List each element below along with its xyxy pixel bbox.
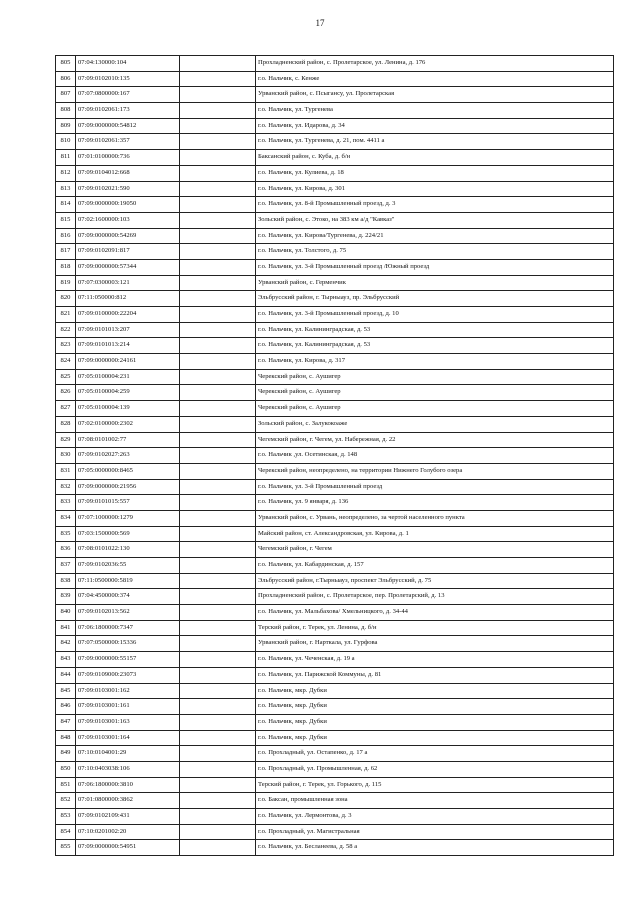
cadastral-number-cell: 07:05:0100004:259 — [76, 385, 180, 401]
cadastral-number-cell: 07:09:0000000:54269 — [76, 228, 180, 244]
row-number-cell: 841 — [56, 620, 76, 636]
cadastral-number-cell: 07:01:0100000:736 — [76, 150, 180, 166]
table-row — [56, 840, 614, 856]
row-number-cell: 805 — [56, 56, 76, 72]
address-cell: г.о. Нальчик, ул. Тургенева — [256, 103, 614, 119]
address-cell: Прохладненский район, с. Пролетарское, пер. Пролетарский, д. 13 — [256, 589, 614, 605]
cadastral-number-cell: 07:09:0101015:557 — [76, 495, 180, 511]
registry-table — [55, 55, 614, 856]
blank-cell — [180, 510, 256, 526]
table-row — [56, 667, 614, 683]
row-number-cell: 831 — [56, 463, 76, 479]
blank-cell — [180, 495, 256, 511]
cadastral-number-cell: 07:07:0500000:15336 — [76, 636, 180, 652]
address-cell: Майский район, ст. Александровская, ул. Кирова, д. 1 — [256, 526, 614, 542]
row-number-cell: 845 — [56, 683, 76, 699]
blank-cell — [180, 322, 256, 338]
cadastral-number-cell: 07:04:130000:104 — [76, 56, 180, 72]
table-row — [56, 558, 614, 574]
address-cell: Чегемский район, г. Чегем, ул. Набережная, д. 22 — [256, 432, 614, 448]
cadastral-number-cell: 07:09:0103001:161 — [76, 699, 180, 715]
blank-cell — [180, 354, 256, 370]
cadastral-number-cell: 07:09:0000000:57344 — [76, 259, 180, 275]
cadastral-number-cell: 07:09:0102027:263 — [76, 448, 180, 464]
blank-cell — [180, 714, 256, 730]
address-cell: г.о. Нальчик, ул. 3-й Промышленный проезд, д. 10 — [256, 307, 614, 323]
address-cell: Баксанский район, с. Куба, д. б/н — [256, 150, 614, 166]
table-row — [56, 369, 614, 385]
blank-cell — [180, 197, 256, 213]
blank-cell — [180, 385, 256, 401]
address-cell: Эльбрусский район, г.Тырныауз, проспект Эльбрусский, д. 75 — [256, 573, 614, 589]
address-cell: г.о. Нальчик, ул. Кирова/Тургенева, д. 224/21 — [256, 228, 614, 244]
cadastral-number-cell: 07:06:1800000:7347 — [76, 620, 180, 636]
blank-cell — [180, 652, 256, 668]
blank-cell — [180, 824, 256, 840]
row-number-cell: 832 — [56, 479, 76, 495]
row-number-cell: 830 — [56, 448, 76, 464]
cadastral-number-cell: 07:10:0104001:29 — [76, 746, 180, 762]
table-row — [56, 197, 614, 213]
table-row — [56, 714, 614, 730]
blank-cell — [180, 636, 256, 652]
address-cell: Черекский район, с. Аушигер — [256, 369, 614, 385]
blank-cell — [180, 150, 256, 166]
address-cell: Чегемский район, г. Чегем — [256, 542, 614, 558]
address-cell: г.о. Нальчик, ул. Кабардинская, д. 157 — [256, 558, 614, 574]
cadastral-number-cell: 07:09:0102036:55 — [76, 558, 180, 574]
table-row — [56, 463, 614, 479]
address-cell: г.о. Нальчик, ул. Кулиева, д. 18 — [256, 165, 614, 181]
row-number-cell: 810 — [56, 134, 76, 150]
table-row — [56, 526, 614, 542]
row-number-cell: 836 — [56, 542, 76, 558]
address-cell: Прохладненский район, с. Пролетарское, ул. Ленина, д. 176 — [256, 56, 614, 72]
row-number-cell: 842 — [56, 636, 76, 652]
cadastral-number-cell: 07:09:0109000:23073 — [76, 667, 180, 683]
address-cell: Терский район, г. Терек, ул. Горького, д. 115 — [256, 777, 614, 793]
cadastral-number-cell: 07:09:0103001:164 — [76, 730, 180, 746]
cadastral-number-cell: 07:11:0500000:5819 — [76, 573, 180, 589]
blank-cell — [180, 181, 256, 197]
table-row — [56, 307, 614, 323]
table-row — [56, 542, 614, 558]
blank-cell — [180, 87, 256, 103]
address-cell: г.о. Прохладный, ул. Магистральная — [256, 824, 614, 840]
blank-cell — [180, 683, 256, 699]
blank-cell — [180, 103, 256, 119]
cadastral-number-cell: 07:09:0100000:22204 — [76, 307, 180, 323]
address-cell: Урванский район, г. Нарткала, ул. Гурфова — [256, 636, 614, 652]
cadastral-number-cell: 07:09:0000000:54951 — [76, 840, 180, 856]
cadastral-number-cell: 07:02:1600000:103 — [76, 212, 180, 228]
address-cell: г.о. Нальчик, ул. Кирова, д. 301 — [256, 181, 614, 197]
row-number-cell: 853 — [56, 809, 76, 825]
address-cell: г.о. Нальчик, ул. Толстого, д. 75 — [256, 244, 614, 260]
blank-cell — [180, 558, 256, 574]
blank-cell — [180, 699, 256, 715]
blank-cell — [180, 212, 256, 228]
table-row — [56, 165, 614, 181]
address-cell: г.о. Нальчик, мкр. Дубки — [256, 714, 614, 730]
table-row — [56, 401, 614, 417]
address-cell: Урванский район, с. Урвань, неопределено, за чертой населенного пункта — [256, 510, 614, 526]
blank-cell — [180, 118, 256, 134]
address-cell: г.о. Нальчик, ул. 8-й Промышленный проезд, д. 3 — [256, 197, 614, 213]
cadastral-number-cell: 07:11:050000:812 — [76, 291, 180, 307]
address-cell: Эльбрусский район, г. Тырныауз, пр. Эльбрусский — [256, 291, 614, 307]
blank-cell — [180, 605, 256, 621]
blank-cell — [180, 463, 256, 479]
blank-cell — [180, 432, 256, 448]
cadastral-number-cell: 07:08:0101022:130 — [76, 542, 180, 558]
cadastral-number-cell: 07:09:0102021:590 — [76, 181, 180, 197]
cadastral-number-cell: 07:10:0201002:20 — [76, 824, 180, 840]
cadastral-number-cell: 07:09:0000000:55157 — [76, 652, 180, 668]
blank-cell — [180, 793, 256, 809]
table-row — [56, 212, 614, 228]
table-row — [56, 338, 614, 354]
table-row — [56, 228, 614, 244]
table-row — [56, 291, 614, 307]
table-row — [56, 134, 614, 150]
cadastral-number-cell: 07:10:0403038:106 — [76, 761, 180, 777]
blank-cell — [180, 746, 256, 762]
table-row — [56, 793, 614, 809]
cadastral-number-cell: 07:09:0000000:21956 — [76, 479, 180, 495]
table-row — [56, 589, 614, 605]
blank-cell — [180, 667, 256, 683]
address-cell: г.о. Нальчик, ул. Чеченская, д. 19 а — [256, 652, 614, 668]
blank-cell — [180, 56, 256, 72]
table-row — [56, 56, 614, 72]
row-number-cell: 824 — [56, 354, 76, 370]
table-row — [56, 683, 614, 699]
row-number-cell: 843 — [56, 652, 76, 668]
blank-cell — [180, 228, 256, 244]
row-number-cell: 819 — [56, 275, 76, 291]
blank-cell — [180, 840, 256, 856]
blank-cell — [180, 369, 256, 385]
row-number-cell: 816 — [56, 228, 76, 244]
blank-cell — [180, 71, 256, 87]
row-number-cell: 812 — [56, 165, 76, 181]
row-number-cell: 807 — [56, 87, 76, 103]
registry-table-body — [56, 56, 614, 856]
address-cell: г.о. Нальчик, ул. 3-й Промышленный проезд /Южный проезд — [256, 259, 614, 275]
table-row — [56, 510, 614, 526]
cadastral-number-cell: 07:09:0102013:562 — [76, 605, 180, 621]
blank-cell — [180, 291, 256, 307]
address-cell: г.о. Нальчик, мкр. Дубки — [256, 683, 614, 699]
page-number: 17 — [315, 18, 325, 28]
row-number-cell: 825 — [56, 369, 76, 385]
address-cell: Черекский район, с. Аушигер — [256, 385, 614, 401]
table-row — [56, 652, 614, 668]
row-number-cell: 837 — [56, 558, 76, 574]
cadastral-number-cell: 07:01:0800000:3862 — [76, 793, 180, 809]
table-row — [56, 620, 614, 636]
row-number-cell: 838 — [56, 573, 76, 589]
cadastral-number-cell: 07:09:0102091:817 — [76, 244, 180, 260]
row-number-cell: 813 — [56, 181, 76, 197]
table-row — [56, 573, 614, 589]
cadastral-number-cell: 07:09:0102010:135 — [76, 71, 180, 87]
table-row — [56, 605, 614, 621]
row-number-cell: 820 — [56, 291, 76, 307]
blank-cell — [180, 526, 256, 542]
address-cell: г.о. Прохладный, ул. Промышленная, д. 62 — [256, 761, 614, 777]
cadastral-number-cell: 07:09:0103001:163 — [76, 714, 180, 730]
cadastral-number-cell: 07:04:4500000:374 — [76, 589, 180, 605]
cadastral-number-cell: 07:09:0102061:173 — [76, 103, 180, 119]
cadastral-number-cell: 07:09:0103001:162 — [76, 683, 180, 699]
address-cell: г.о. Нальчик, ул. Тургенева, д. 21, пом. 4411 а — [256, 134, 614, 150]
row-number-cell: 854 — [56, 824, 76, 840]
cadastral-number-cell: 07:06:1800000:3810 — [76, 777, 180, 793]
address-cell: г.о. Нальчик, ул. Лермонтова, д. 3 — [256, 809, 614, 825]
cadastral-number-cell: 07:09:0101013:207 — [76, 322, 180, 338]
row-number-cell: 847 — [56, 714, 76, 730]
row-number-cell: 844 — [56, 667, 76, 683]
row-number-cell: 850 — [56, 761, 76, 777]
table-row — [56, 636, 614, 652]
table-row — [56, 432, 614, 448]
address-cell: Зольский район, с. Залукокоаже — [256, 416, 614, 432]
blank-cell — [180, 761, 256, 777]
row-number-cell: 821 — [56, 307, 76, 323]
table-row — [56, 761, 614, 777]
row-number-cell: 834 — [56, 510, 76, 526]
row-number-cell: 828 — [56, 416, 76, 432]
row-number-cell: 839 — [56, 589, 76, 605]
row-number-cell: 846 — [56, 699, 76, 715]
row-number-cell: 808 — [56, 103, 76, 119]
address-cell: Черекский район, с. Аушигер — [256, 401, 614, 417]
table-row — [56, 730, 614, 746]
cadastral-number-cell: 07:05:0100004:139 — [76, 401, 180, 417]
address-cell: г.о. Нальчик, мкр. Дубки — [256, 730, 614, 746]
cadastral-number-cell: 07:09:0101013:214 — [76, 338, 180, 354]
cadastral-number-cell: 07:02:0100000:2302 — [76, 416, 180, 432]
cadastral-number-cell: 07:03:1500000:569 — [76, 526, 180, 542]
row-number-cell: 835 — [56, 526, 76, 542]
cadastral-number-cell: 07:09:0102109:431 — [76, 809, 180, 825]
table-row — [56, 354, 614, 370]
address-cell: г.о. Нальчик, ул. Бесланеева, д. 58 а — [256, 840, 614, 856]
blank-cell — [180, 401, 256, 417]
address-cell: г.о. Нальчик, ул. Калининградская, д. 53 — [256, 338, 614, 354]
table-row — [56, 448, 614, 464]
table-row — [56, 495, 614, 511]
cadastral-number-cell: 07:07:0800000:167 — [76, 87, 180, 103]
address-cell: г.о. Нальчик, ул. Парижской Коммуны, д. 81 — [256, 667, 614, 683]
blank-cell — [180, 777, 256, 793]
table-row — [56, 322, 614, 338]
address-cell: Черекский район, неопределено, на территории Нижнего Голубого озера — [256, 463, 614, 479]
row-number-cell: 822 — [56, 322, 76, 338]
row-number-cell: 809 — [56, 118, 76, 134]
row-number-cell: 851 — [56, 777, 76, 793]
row-number-cell: 855 — [56, 840, 76, 856]
cadastral-number-cell: 07:05:0000000:8465 — [76, 463, 180, 479]
address-cell: г.о. Нальчик, ул. Кирова, д. 317 — [256, 354, 614, 370]
blank-cell — [180, 259, 256, 275]
table-row — [56, 416, 614, 432]
blank-cell — [180, 165, 256, 181]
cadastral-number-cell: 07:09:0000000:24161 — [76, 354, 180, 370]
row-number-cell: 806 — [56, 71, 76, 87]
cadastral-number-cell: 07:09:0104012:668 — [76, 165, 180, 181]
table-row — [56, 244, 614, 260]
row-number-cell: 840 — [56, 605, 76, 621]
table-row — [56, 103, 614, 119]
address-cell: г.о. Нальчик, ул. Идарова, д. 34 — [256, 118, 614, 134]
row-number-cell: 823 — [56, 338, 76, 354]
blank-cell — [180, 448, 256, 464]
cadastral-number-cell: 07:07:1000000:1279 — [76, 510, 180, 526]
table-row — [56, 181, 614, 197]
table-row — [56, 699, 614, 715]
row-number-cell: 817 — [56, 244, 76, 260]
cadastral-number-cell: 07:09:0102061:357 — [76, 134, 180, 150]
row-number-cell: 826 — [56, 385, 76, 401]
row-number-cell: 852 — [56, 793, 76, 809]
cadastral-number-cell: 07:07:0300003:121 — [76, 275, 180, 291]
blank-cell — [180, 573, 256, 589]
table-row — [56, 150, 614, 166]
address-cell: Урванский район, с. Герменчик — [256, 275, 614, 291]
cadastral-number-cell: 07:09:0000000:54812 — [76, 118, 180, 134]
blank-cell — [180, 809, 256, 825]
blank-cell — [180, 479, 256, 495]
address-cell: г.о. Нальчик ,ул. Осетинская, д. 148 — [256, 448, 614, 464]
address-cell: г.о. Нальчик, ул. Мальбахова/ Хмельницкого, д. 34-44 — [256, 605, 614, 621]
address-cell: г.о. Нальчик, ул. 9 января, д. 136 — [256, 495, 614, 511]
row-number-cell: 814 — [56, 197, 76, 213]
row-number-cell: 833 — [56, 495, 76, 511]
table-row — [56, 259, 614, 275]
blank-cell — [180, 416, 256, 432]
blank-cell — [180, 542, 256, 558]
table-row — [56, 824, 614, 840]
row-number-cell: 818 — [56, 259, 76, 275]
blank-cell — [180, 730, 256, 746]
blank-cell — [180, 244, 256, 260]
row-number-cell: 848 — [56, 730, 76, 746]
address-cell: Зольский район, с. Этоко, на 383 км а/д "Кавказ" — [256, 212, 614, 228]
address-cell: Урванский район, с. Псыгансу, ул. Пролетарская — [256, 87, 614, 103]
table-row — [56, 809, 614, 825]
table-row — [56, 746, 614, 762]
table-row — [56, 275, 614, 291]
blank-cell — [180, 589, 256, 605]
cadastral-number-cell: 07:08:0101002:77 — [76, 432, 180, 448]
blank-cell — [180, 338, 256, 354]
blank-cell — [180, 307, 256, 323]
row-number-cell: 849 — [56, 746, 76, 762]
address-cell: г.о. Нальчик, с. Кенже — [256, 71, 614, 87]
row-number-cell: 829 — [56, 432, 76, 448]
row-number-cell: 815 — [56, 212, 76, 228]
blank-cell — [180, 275, 256, 291]
table-row — [56, 479, 614, 495]
address-cell: г.о. Баксан, промышленная зона — [256, 793, 614, 809]
address-cell: г.о. Прохладный, ул. Остапенко, д. 17 а — [256, 746, 614, 762]
table-row — [56, 87, 614, 103]
cadastral-number-cell: 07:09:0000000:19050 — [76, 197, 180, 213]
row-number-cell: 811 — [56, 150, 76, 166]
table-row — [56, 118, 614, 134]
table-row — [56, 71, 614, 87]
table-row — [56, 777, 614, 793]
address-cell: г.о. Нальчик, ул. Калининградская, д. 53 — [256, 322, 614, 338]
blank-cell — [180, 620, 256, 636]
address-cell: г.о. Нальчик, ул. 3-й Промышленный проезд — [256, 479, 614, 495]
row-number-cell: 827 — [56, 401, 76, 417]
cadastral-number-cell: 07:05:0100004:231 — [76, 369, 180, 385]
blank-cell — [180, 134, 256, 150]
address-cell: г.о. Нальчик, мкр. Дубки — [256, 699, 614, 715]
address-cell: Терский район, г. Терек, ул. Ленина, д. б/н — [256, 620, 614, 636]
table-row — [56, 385, 614, 401]
